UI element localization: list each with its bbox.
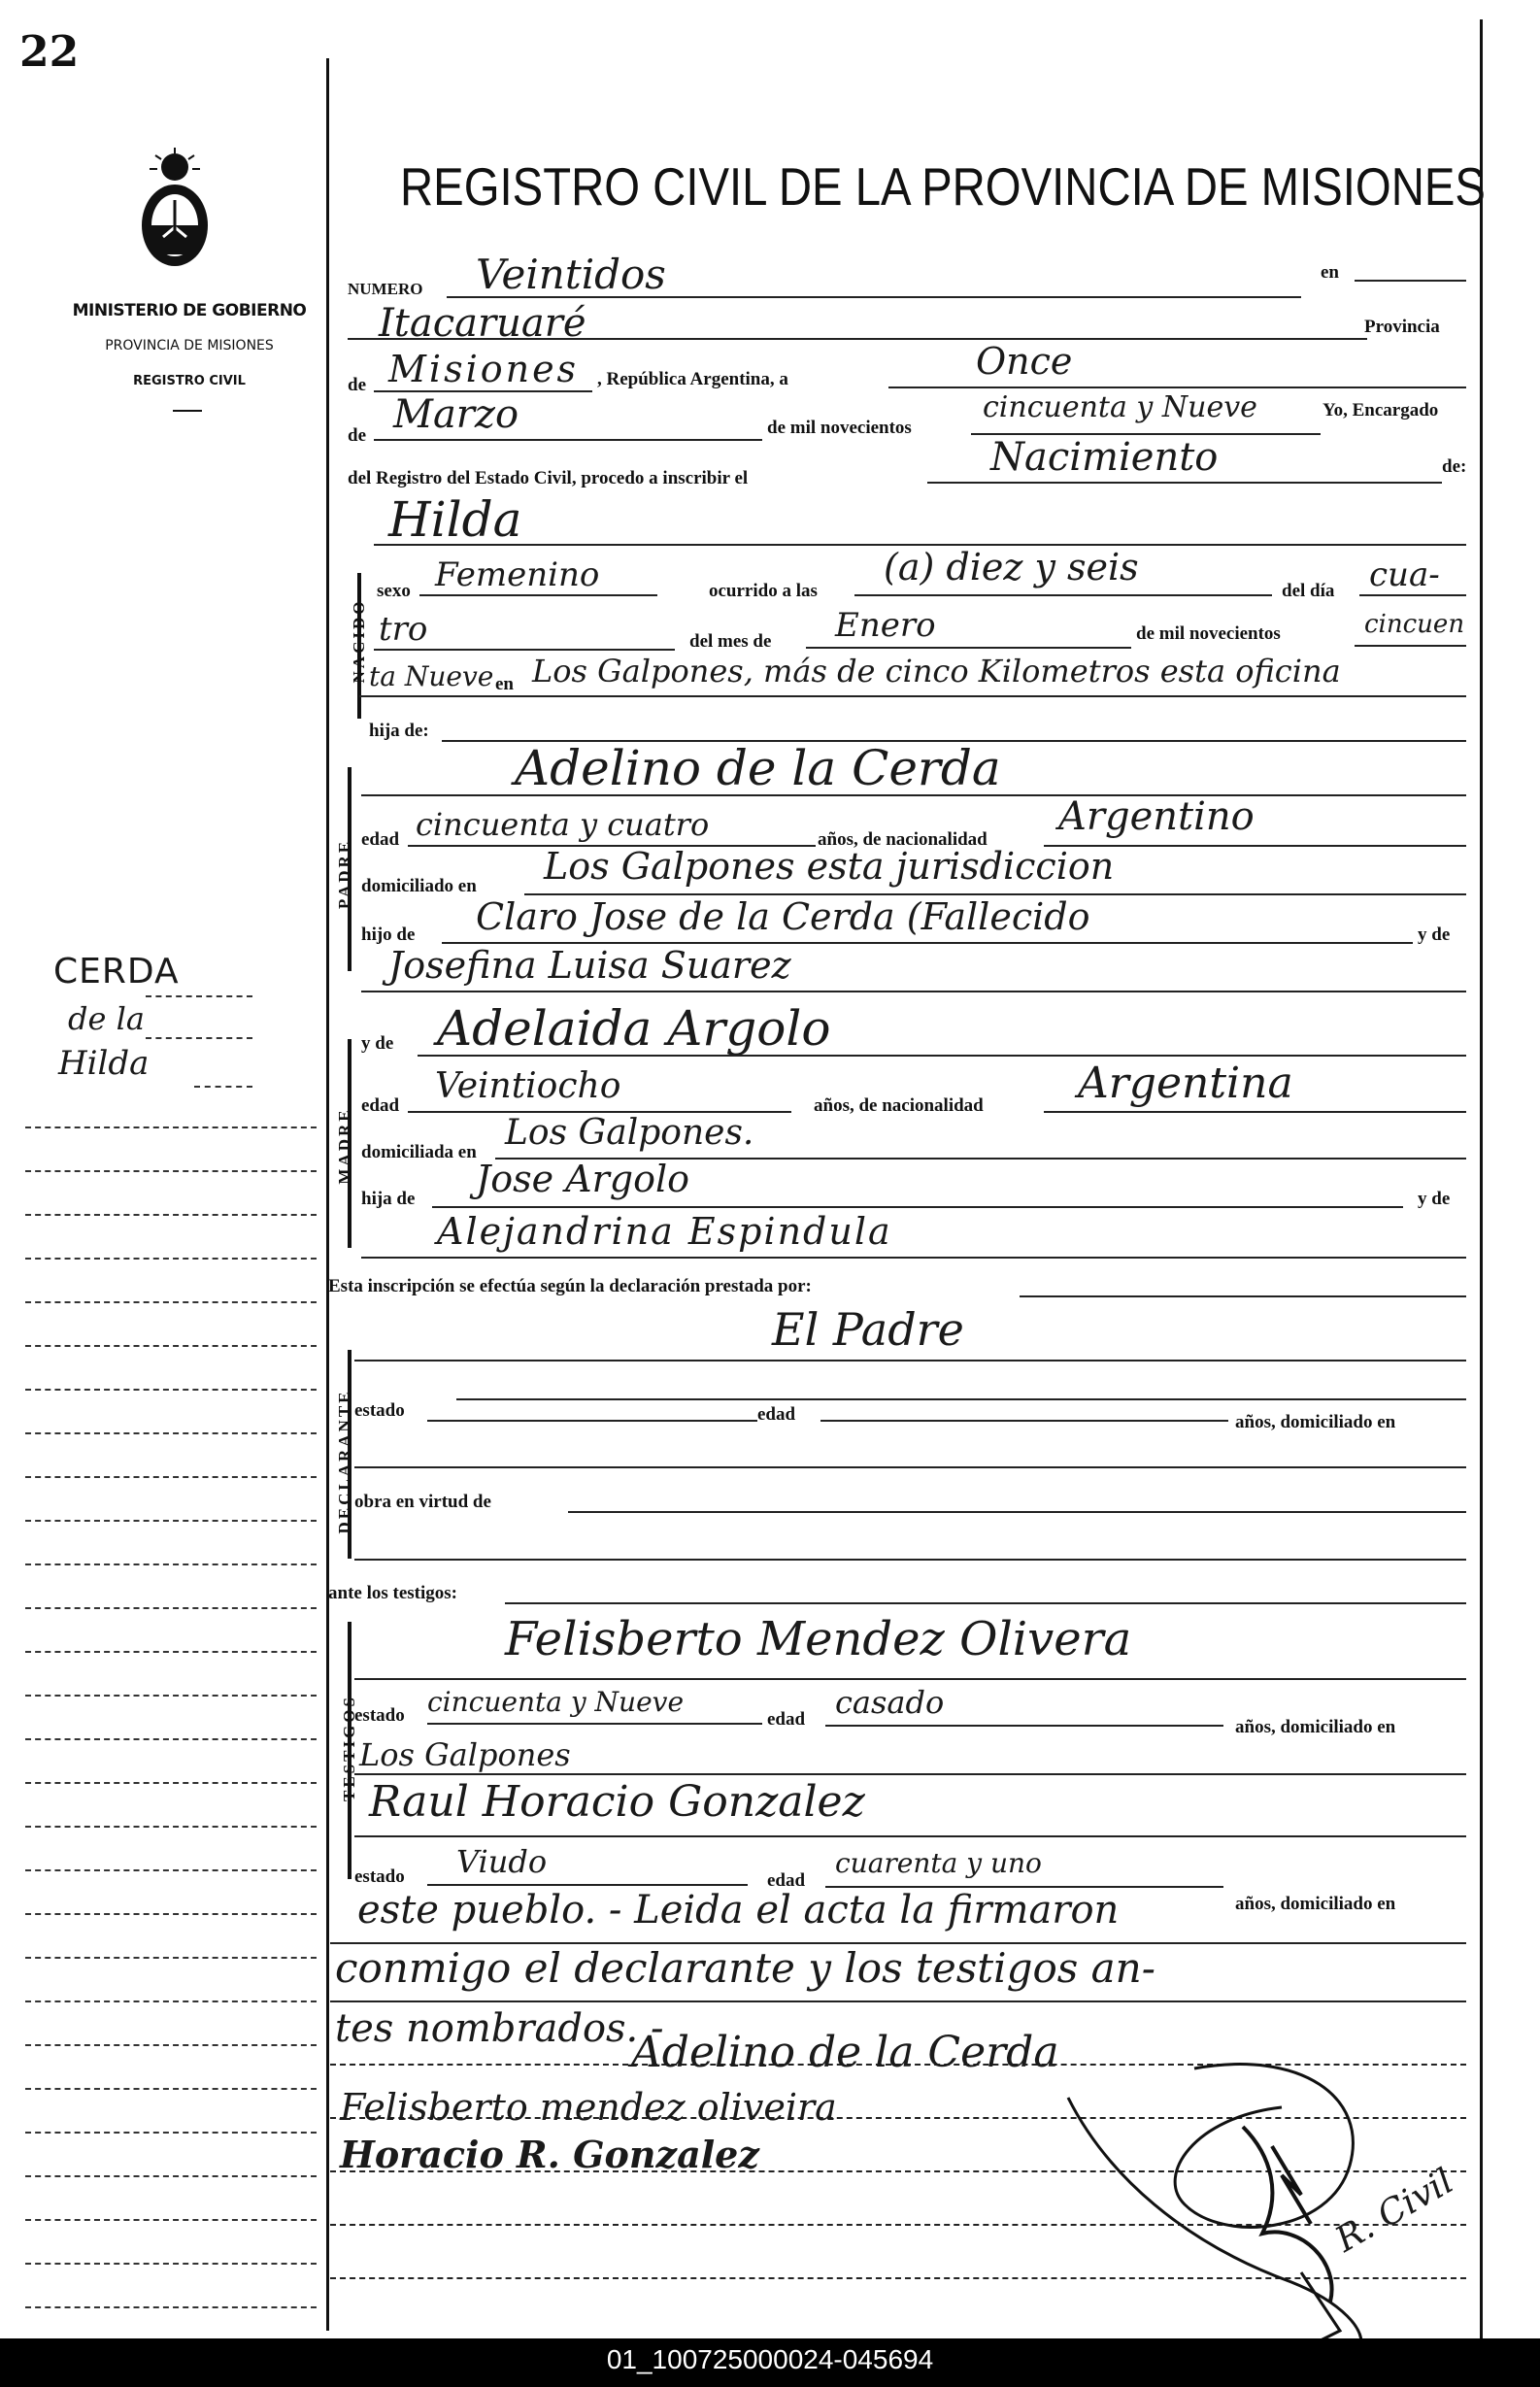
nacido-mes-line	[806, 647, 1131, 649]
madre-nacionalidad-label: años, de nacionalidad	[814, 1095, 984, 1116]
nacido-side-label: NACIDO	[350, 598, 368, 684]
madre-padres-line-1	[432, 1206, 1403, 1208]
testigo2-nombre-line	[354, 1835, 1466, 1837]
nacido-dia-value-2: tro	[379, 610, 428, 649]
padre-nacionalidad-value: Argentino	[1058, 794, 1255, 839]
padre-padres-value-2: Josefina Luisa Suarez	[388, 944, 791, 987]
padre-padres-value-1: Claro Jose de la Cerda (Fallecido	[476, 895, 1090, 938]
mes-value: Marzo	[393, 392, 519, 437]
lugar-value: Itacaruaré	[379, 301, 586, 346]
testigo1-estado-value: cincuenta y Nueve	[427, 1686, 685, 1718]
mes-line	[374, 439, 762, 441]
footer-code: 01_100725000024-045694	[606, 2344, 934, 2374]
padre-y-de-label: y de	[1418, 925, 1451, 945]
declaracion-value: El Padre	[772, 1303, 964, 1356]
declarante-obra-label: obra en virtud de	[354, 1492, 491, 1512]
mil-label: de mil novecientos	[767, 418, 912, 438]
madre-padres-value-2: Alejandrina Espindula	[437, 1210, 892, 1253]
acto-value: Nacimiento	[990, 435, 1219, 480]
provincia-value: Misiones	[388, 348, 580, 390]
firma-testigo-1: Felisberto mendez oliveira	[340, 2086, 837, 2129]
sexo-value: Femenino	[435, 555, 600, 594]
firma-declarante: Adelino de la Cerda	[631, 2028, 1059, 2077]
nacido-mes-label: del mes de	[689, 631, 772, 652]
padre-domicilio-label: domiciliado en	[361, 876, 477, 896]
hija-label: hija de:	[369, 721, 429, 741]
madre-edad-label: edad	[361, 1095, 400, 1116]
padre-padres-line-2	[361, 991, 1466, 992]
declaracion-line-1	[1020, 1295, 1466, 1297]
padre-hijo-label: hijo de	[361, 925, 416, 945]
margin-note-line	[194, 1086, 252, 1088]
padre-domicilio-value: Los Galpones esta jurisdiccion	[544, 845, 1115, 888]
margin-note-line	[146, 1037, 252, 1039]
testigo2-edad-value: cuarenta y uno	[835, 1847, 1042, 1879]
registrar-signature-flourish	[1049, 2039, 1476, 2365]
en-line	[1355, 280, 1466, 282]
margin-note-surname: CERDA	[53, 952, 180, 992]
margin-note-name: Hilda	[58, 1044, 150, 1083]
dia-value: Once	[976, 340, 1073, 383]
ministry-underline	[173, 410, 202, 412]
declarante-edad-line	[820, 1420, 1228, 1422]
testigo1-edad-line	[825, 1725, 1223, 1727]
cierre-line-2: tes nombrados. -	[335, 2006, 664, 2051]
dia-line-2	[1359, 594, 1466, 596]
numero-label: NUMERO	[348, 280, 423, 298]
right-border-line	[1480, 19, 1483, 2340]
padre-side-label: PADRE	[335, 838, 353, 910]
testigo2-nombre: Raul Horacio Gonzalez	[369, 1777, 865, 1827]
testigo2-estado-value: Viudo	[456, 1843, 548, 1880]
cierre-line-1-rule	[330, 2000, 1466, 2002]
padre-nacionalidad-label: años, de nacionalidad	[818, 829, 988, 850]
margin-note-line	[146, 995, 252, 997]
nombre-value: Hilda	[388, 491, 522, 548]
nacido-en-label: en	[495, 674, 514, 694]
de-label: de	[348, 375, 366, 395]
en-label: en	[1321, 262, 1339, 283]
testigo2-estado-label: estado	[354, 1866, 405, 1887]
nacido-anio-line	[1355, 645, 1466, 647]
testigos-label: ante los testigos:	[328, 1583, 457, 1603]
declarante-line-2	[354, 1466, 1466, 1468]
hora-value: (a) diez y seis	[884, 546, 1139, 588]
declarante-edad-label: edad	[757, 1404, 796, 1425]
declaracion-line-2	[354, 1360, 1466, 1362]
margin-note-particle: de la	[68, 1000, 145, 1037]
hora-line	[854, 594, 1272, 596]
madre-nombre-value: Adelaida Argolo	[437, 1000, 831, 1057]
padre-nombre-value: Adelino de la Cerda	[515, 740, 1001, 796]
padre-edad-value: cincuenta y cuatro	[416, 806, 710, 843]
testigo1-estado-line	[427, 1723, 762, 1725]
acto-line	[927, 482, 1442, 484]
lugar-line	[348, 338, 1367, 340]
firma-testigo-2: Horacio R. Gonzalez	[340, 2133, 759, 2176]
testigo2-edad-label: edad	[767, 1870, 806, 1891]
ministry-province: PROVINCIA DE MISIONES	[105, 338, 274, 353]
dia-label: del día	[1282, 581, 1335, 601]
madre-edad-value: Veintiocho	[435, 1066, 621, 1106]
declarante-side-label: DECLARANTE	[335, 1389, 353, 1534]
madre-nacionalidad-value: Argentina	[1078, 1059, 1293, 1108]
testigo2-anios-label: años, domiciliado en	[1235, 1894, 1396, 1914]
declarante-estado-line	[427, 1420, 757, 1422]
testigo1-anios-label: años, domiciliado en	[1235, 1717, 1396, 1737]
ocurrido-label: ocurrido a las	[709, 581, 818, 601]
registro-label: del Registro del Estado Civil, procedo a inscribir el	[348, 468, 749, 488]
madre-side-label: MADRE	[335, 1107, 353, 1185]
testigo1-edad-value: casado	[835, 1684, 945, 1721]
republica-label: , República Argentina, a	[597, 369, 788, 389]
nacido-lugar-line	[359, 695, 1466, 697]
nacido-dia-value-1: cua-	[1369, 555, 1440, 594]
provincia-label: Provincia	[1364, 317, 1440, 337]
ministry-office: REGISTRO CIVIL	[133, 374, 246, 388]
firma-encargado: R. Civil	[1328, 2161, 1460, 2261]
numero-value: Veintidos	[476, 251, 666, 298]
testigo1-estado-label: estado	[354, 1705, 405, 1726]
testigo1-domicilio: Los Galpones	[359, 1736, 571, 1773]
declarante-obra-line	[568, 1511, 1466, 1513]
declarante-anios-label: años, domiciliado en	[1235, 1412, 1396, 1432]
madre-hija-label: hija de	[361, 1189, 416, 1209]
coat-of-arms-seal	[126, 146, 223, 282]
sexo-label: sexo	[377, 581, 411, 601]
testigo1-domicilio-line	[354, 1773, 1466, 1775]
madre-padres-line-2	[361, 1257, 1466, 1259]
testigo1-nombre-line	[354, 1678, 1466, 1680]
ministry-name: MINISTERIO DE GOBIERNO	[72, 301, 307, 320]
de2-label: de	[348, 425, 366, 446]
padre-edad-label: edad	[361, 829, 400, 850]
folio-number: 22	[19, 27, 80, 77]
padre-nombre-line	[361, 794, 1466, 796]
madre-y-de-label: y de	[361, 1033, 394, 1054]
testigos-label-line	[505, 1602, 1466, 1604]
madre-padres-value-1: Jose Argolo	[476, 1158, 690, 1200]
nacido-anio-value-1: cincuen	[1364, 610, 1465, 639]
page-title: REGISTRO CIVIL DE LA PROVINCIA DE MISIONES	[400, 156, 1486, 217]
madre-nacionalidad-line	[1044, 1111, 1466, 1113]
de3-label: de:	[1442, 456, 1467, 477]
declaracion-label: Esta inscripción se efectúa según la declaración prestada por:	[328, 1276, 812, 1296]
nacido-lugar-value: Los Galpones, más de cinco Kilometros esta oficina	[532, 653, 1341, 689]
declarante-line-1	[456, 1398, 1466, 1400]
madre-nombre-line	[418, 1055, 1466, 1057]
testigo2-domicilio: este pueblo. - Leida el acta la firmaron	[357, 1888, 1120, 1933]
yo-label: Yo, Encargado	[1322, 400, 1439, 420]
numero-line	[447, 296, 1301, 298]
madre-domicilio-value: Los Galpones.	[505, 1113, 754, 1153]
left-border-line	[326, 58, 329, 2331]
madre-domicilio-label: domiciliada en	[361, 1142, 477, 1162]
declarante-line-3	[354, 1559, 1466, 1561]
dia-line	[888, 387, 1466, 388]
sexo-line	[419, 594, 657, 596]
testigo1-nombre: Felisberto Mendez Olivera	[505, 1612, 1132, 1666]
nacido-anio-value-2: ta Nueve	[369, 660, 494, 692]
cierre-line-1: conmigo el declarante y los testigos an-	[335, 1944, 1155, 1992]
testigos-side-label: TESTIGOS	[340, 1695, 358, 1801]
nacido-mil-label: de mil novecientos	[1136, 623, 1281, 644]
declarante-estado-label: estado	[354, 1400, 405, 1421]
madre-y-de-label2: y de	[1418, 1189, 1451, 1209]
nacido-mes-value: Enero	[835, 606, 936, 645]
testigo2-estado-line	[427, 1884, 748, 1886]
anio-value: cincuenta y Nueve	[983, 390, 1257, 424]
dia-cont-line	[374, 649, 675, 651]
testigo1-edad-label: edad	[767, 1709, 806, 1730]
